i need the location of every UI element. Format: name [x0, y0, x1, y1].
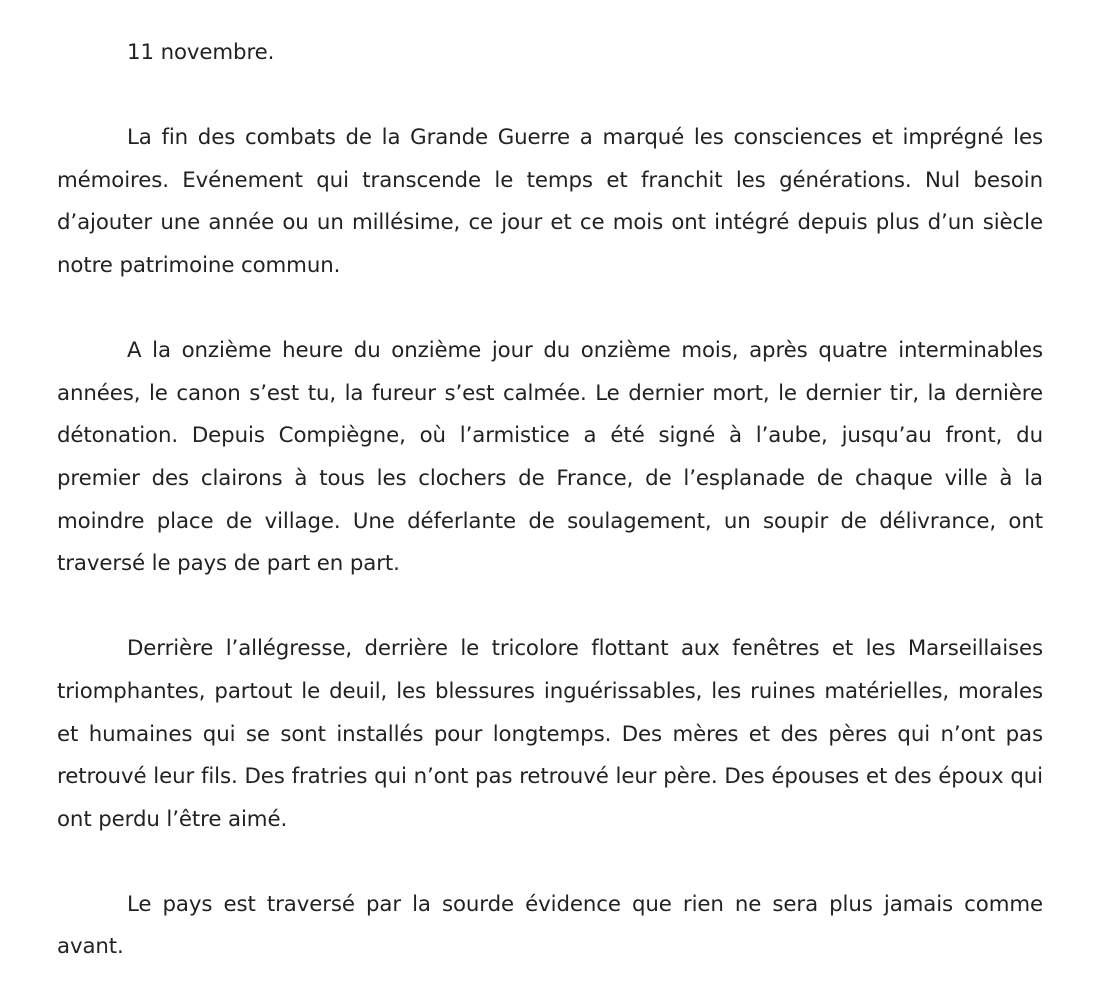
paragraph-1: La fin des combats de la Grande Guerre a marqué les consciences et imprégné les mémoires. Evénement qui transcende le temps et franchit les générations. Nul besoin d’ajouter une année ou un millésime, ce jour et ce mois ont intégré depuis plus d’un siècle notre patrimoine commun. [57, 125, 1043, 278]
paragraph-2: A la onzième heure du onzième jour du onzième mois, après quatre interminables années, le canon s’est tu, la fureur s’est calmée. Le dernier mort, le dernier tir, la dernière détonation. Depuis Compiègne, où l’armistice a été signé à l’aube, jusqu’au front, du premier des clairons à tous les clochers de France, de l’esplanade de chaque ville à la moindre place de village. Une déferlante de soulagement, un soupir de délivrance, ont traversé le pays de part en part. [57, 338, 1043, 577]
paragraph-4: Le pays est traversé par la sourde évidence que rien ne sera plus jamais comme avant. [57, 891, 1043, 960]
date-line: 11 novembre. [127, 40, 275, 65]
document-page [57, 32, 1043, 969]
paragraph-3: Derrière l’allégresse, derrière le tricolore flottant aux fenêtres et les Marseillaises triomphantes, partout le deuil, les blessures inguérissables, les ruines matérielles, morales et humaines qui se sont installés pour longtemps. Des mères et des pères qui n’ont pas retrouvé leur fils. Des fratries qui n’ont pas retrouvé leur père. Des épouses et des époux qui ont perdu l’être aimé. [57, 636, 1043, 832]
